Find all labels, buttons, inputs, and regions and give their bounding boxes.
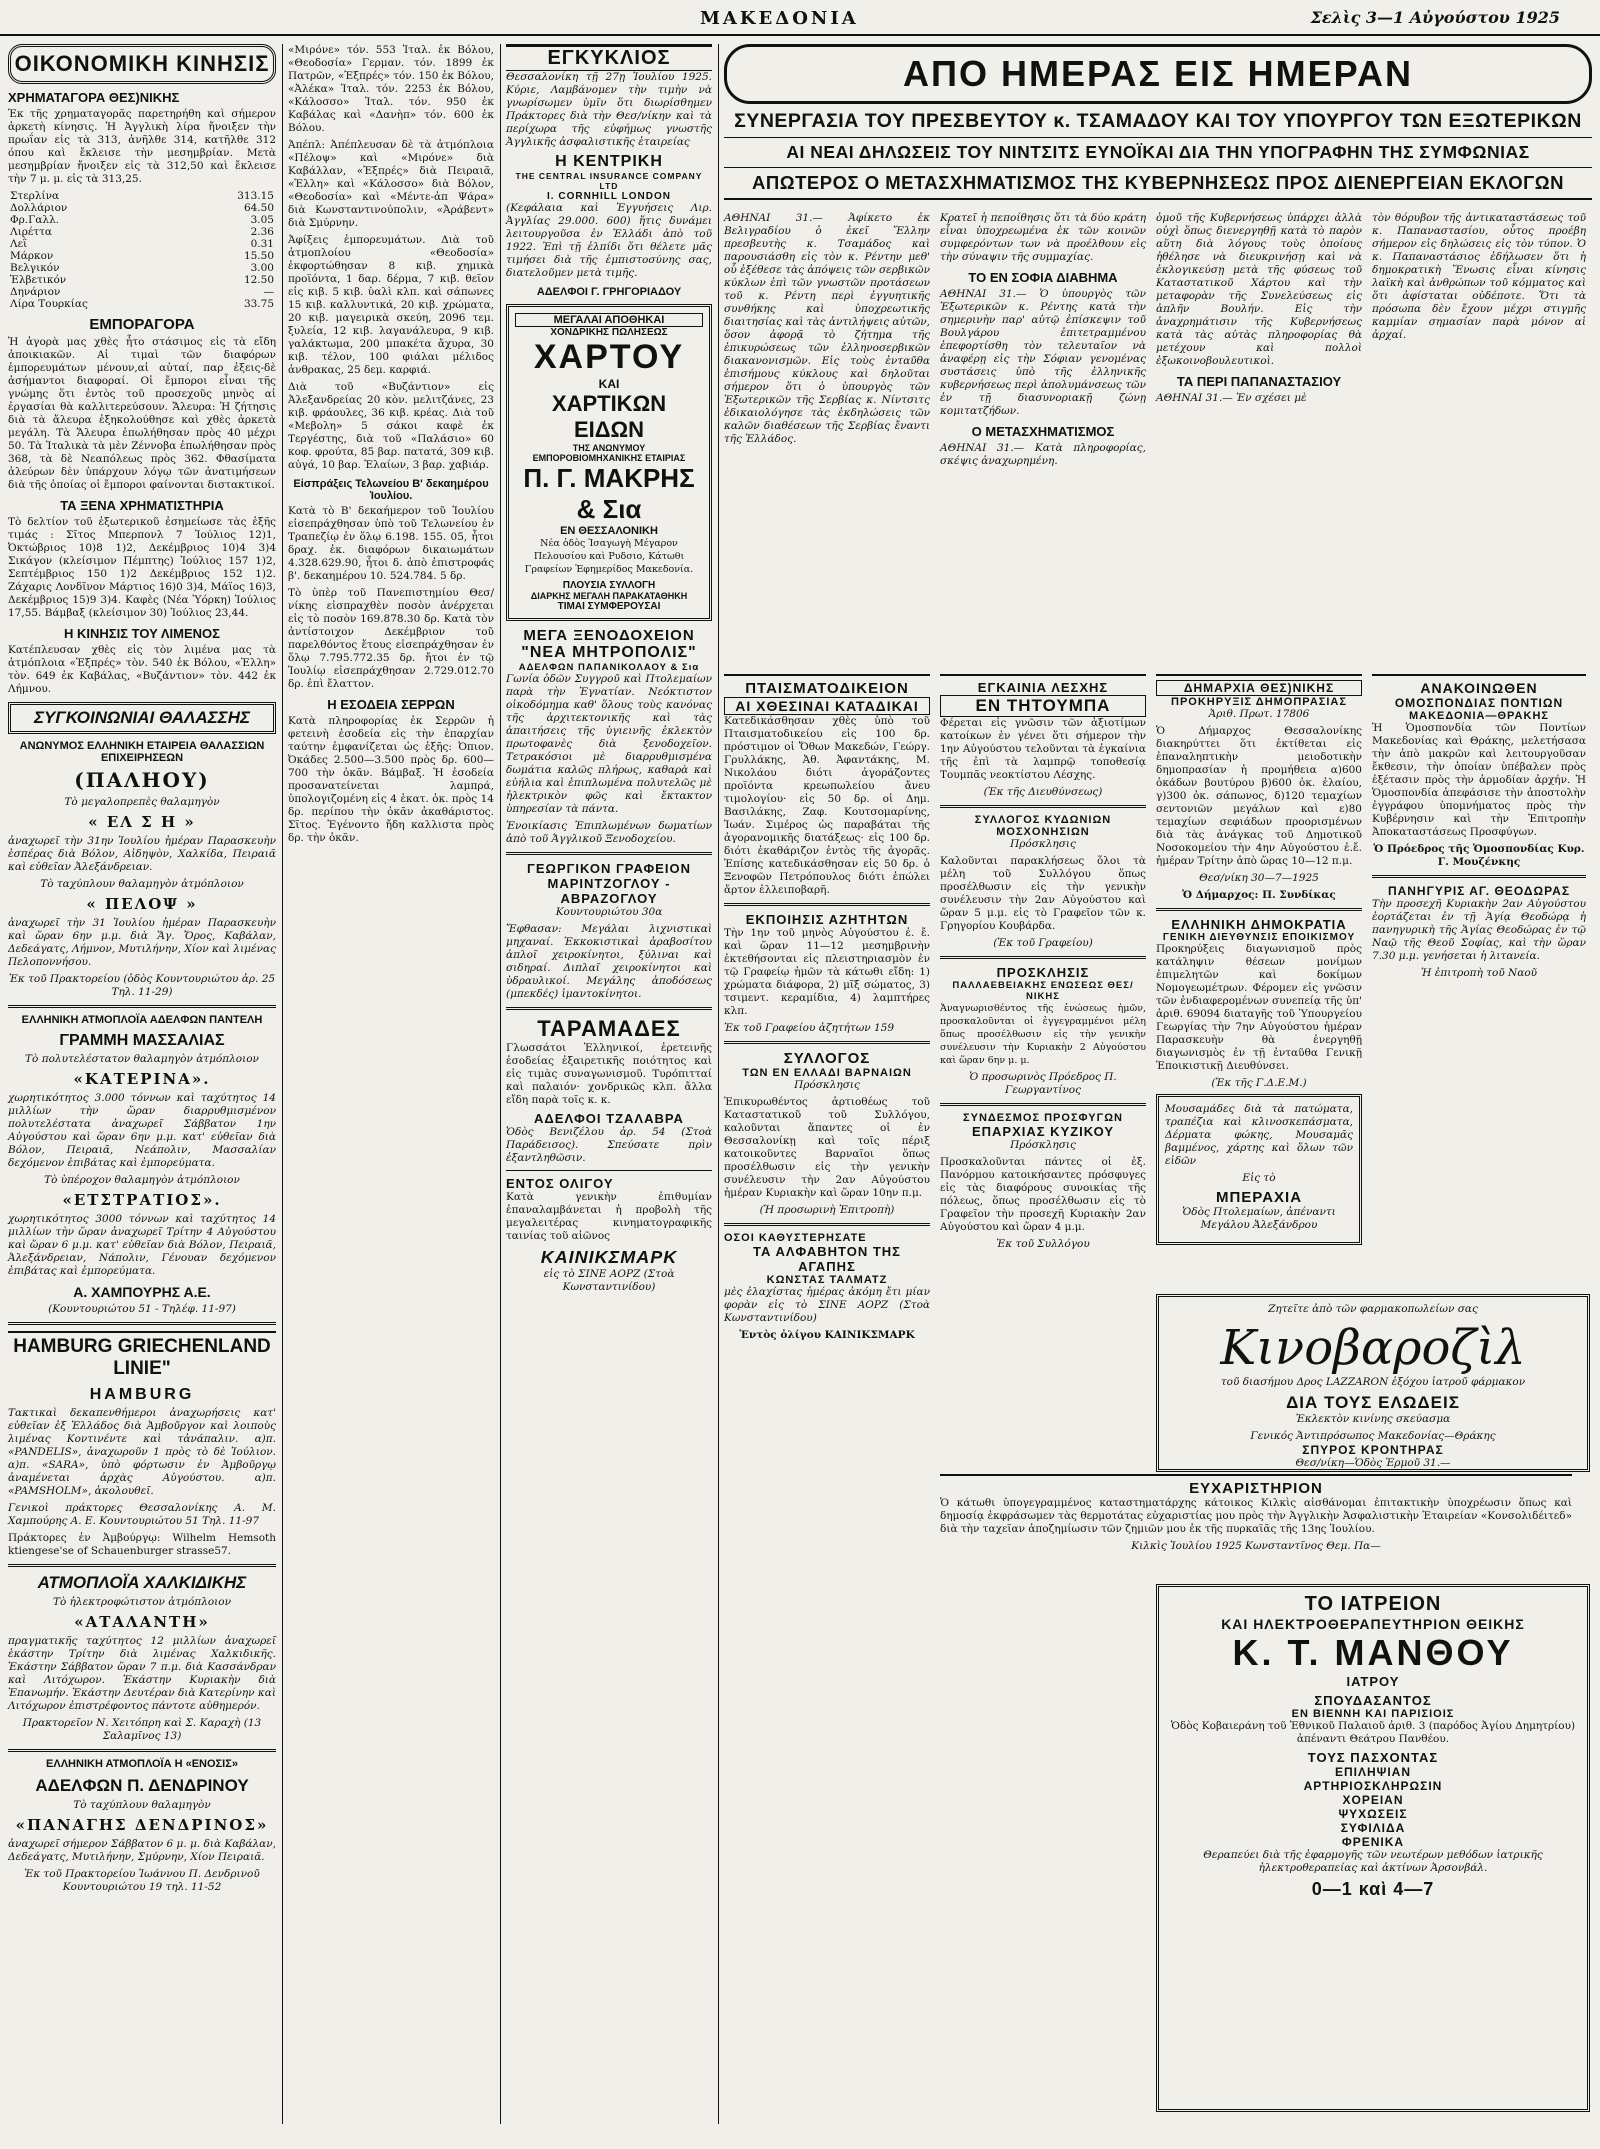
ad-panteli-addr: (Κουντουριώτου 51 - Τηλέφ. 11-97) xyxy=(48,1303,236,1315)
rate-row xyxy=(8,298,276,310)
doctor-condition: ΣΥΦΙΛΙΔΑ xyxy=(1340,1821,1406,1835)
rate-currency: Λεῒ xyxy=(10,238,28,250)
ad-palios-office: Ἐκ τοῦ Πρακτορείου (ὁδὸς Κουντουριώτου ἀρ. 25 Τηλ. 11-29) xyxy=(8,973,276,998)
ad-hamburg-bremen: Πράκτορες ἐν Ἀμβούργῳ: Wilhelm Hemsoth ktiengese'se of Schauenburger strasse57. xyxy=(8,1532,276,1557)
heading-police-court: ΠΤΑΙΣΜΑΤΟΔΙΚΕΙΟΝ xyxy=(745,680,909,697)
headline-3: ΑΠΩΤΕΡΟΣ Ο ΜΕΤΑΣΧΗΜΑΤΙΣΜΟΣ ΤΗΣ ΚΥΒΕΡΝΗΣΕΩΣ ΠΡΟΣ ΔΙΕΝΕΡΓΕΙΑΝ ΕΚΛΟΓΩΝ xyxy=(724,172,1592,200)
news-sub-sofia: ΤΟ ΕΝ ΣΟΦΙΑ ΔΙΑΒΗΜΑ xyxy=(968,270,1118,285)
column-rule xyxy=(282,44,283,2124)
text-university-fund: Τὸ ὑπὲρ τοῦ Πανεπιστημίου Θεσ/νίκης εἰσπραχθὲν ποσὸν ἀνέρχεται εἰς τὸ ποσὸν 169.878.30 δρ. Κατὰ τὸν ἀντίστοιχον Δεκέμβριον τοῦ παρελθόντος ἔτους εἰσεπράχθησαν ἐν ὅλῳ 7.795.772.35 δρ. ἤτοι ἐν τῷ Ἰουλίῳ εἰσεπράχθησαν 2.729.012.70 δρ. ἐπὶ ἔλαττον. xyxy=(288,587,494,690)
news-text-4: τὸν θόρυβον τῆς ἀντικαταστάσεως τοῦ κ. Παπαναστασίου, οὗτος προέβη σήμερον εἰς δηλώσεις εἰς τὸν τύπον. Ὁ κ. Παπαναστάσιος ἐδήλωσεν ὅτι ἡ δημοκρατικὴ Ἕνωσις εἶναι κίνησις λαϊκὴ καὶ ἀνθρώπων τοῦ κόμματος καὶ ὅτι ἀφίσταται οὐδέποτε. Ὅτι τὰ πρόσωπα δὲν ἔχουν μέχρι στιγμῆς καμμίαν σημασίαν παρὰ μόνον αἱ ἀρχαί. xyxy=(1372,212,1586,341)
kino-agent: ΣΠΥΡΟΣ ΚΡΟΝΤΗΡΑΣ xyxy=(1302,1443,1444,1457)
column-economy xyxy=(8,44,276,2134)
rate-value: 15.50 xyxy=(243,250,274,262)
ad-paper-city: ΕΝ ΘΕΣΣΑΛΟΝΙΚΗ xyxy=(560,525,658,537)
ad-hamburg-text: Τακτικαὶ δεκαπενθήμεροι ἀναχωρήσεις κατ' εὐθεῖαν ἐξ Ἑλλάδος διὰ Ἀμβοῦργον καὶ λοιποὺς λιμένας Κοντινέντε καὶ τἀνάπαλιν. α)π. «PANDELIS», ἀναχωροῦν 1 πρὸς τὸ δὲ Ἰούλιον. α)π. «SARA», ὑπὸ φόρτωσιν ἐν Ἀμβοῦργῳ ἀναμένεται ἀρχὰς Αὐγούστου. α)π. «PAMSHOLM», ἀκολουθεῖ. xyxy=(8,1407,276,1497)
rate-value: 0.31 xyxy=(250,238,274,250)
heading-invitation: ΠΡΟΣΚΛΗΣΙΣ xyxy=(996,965,1090,980)
divider xyxy=(8,1322,276,1325)
lower-col-d xyxy=(1372,674,1586,1296)
ad-paper-h1: ΧΑΡΤΟΥ xyxy=(533,338,685,376)
rate-value: 3.05 xyxy=(250,214,274,226)
ad-paper-s3: ΤΙΜΑΙ ΣΥΜΦΕΡΟΥΣΑΙ xyxy=(557,601,661,612)
text-customs: Κατὰ τὸ Β' δεκαήμερον τοῦ Ἰουλίου εἰσεπράχθησαν ὑπὸ τοῦ Τελωνείου ἐν Τραπεζίῳ ἐν ὅλῳ 6.198. 155. 05, ἦτοι δραχ. ἐκ. διαφόρων δικαιωμάτων 4.328.629.90, ἦτοι δ. ἀπὸ ἐπιστροφάς β'. δεκαημέρου 10. 524.784. 5 δρ. xyxy=(288,505,494,582)
divider xyxy=(724,1041,930,1044)
heading-money-market: ΧΡΗΜΑΤΑΓΟΡΑ ΘΕΣ)ΝΙΚΗΣ xyxy=(8,90,180,105)
heading-coming-soon: ΕΝΤΟΣ ΟΛΙΓΟΥ xyxy=(506,1176,614,1191)
ad-enosis-text2: ἀναχωρεῖ σήμερον Σάββατον 6 μ. μ. διὰ Καβάλαν, Δεδεάγατς, Μυτιλήνην, Σμύρνην, Χίον Πειραιᾶ. xyxy=(8,1838,276,1863)
main-news-area xyxy=(724,44,1592,2124)
ad-paper-addr: Νέα ὁδὸς Ἰσαγωγὴ Μέγαρον Πελουσίου καὶ Ρυδσιο, Κάτωθι Γραφείων Ἐφημερίδος Μακεδονία. xyxy=(524,538,694,575)
ad-palios-head: ΑΝΩΝΥΜΟΣ ΕΛΛΗΝΙΚΗ ΕΤΑΙΡΕΙΑ ΘΑΛΑΣΣΙΩΝ ΕΠΙΧΕΙΡΗΣΕΩΝ xyxy=(19,740,265,764)
doctor-name: Κ. Τ. ΜΑΝΘΟΥ xyxy=(1232,1632,1514,1673)
text-unclaimed: Τὴν 1ην τοῦ μηνὸς Αὐγούστου ἐ. ἔ. καὶ ὥραν 11—12 μεσημβρινὴν ἐκτεθήσονται εἰς πλειστηριασμὸν ἐν τῷ Γραφείῳ ἡμῶν τὰ κάτωθι εἴδη: 1) χρώματα διάφορα, 2) μῖξ σώματος, 3) τσιμεντ. κεραμίδια, 4) λαμπτήρες κλπ. xyxy=(724,927,930,1017)
ad-chalkidiki-ship: «ΑΤΑΛΑΝΤΗ» xyxy=(74,1613,210,1631)
text-kyzikos: Προσκαλοῦνται πάντες οἱ ἐξ. Πανόρμου κατοικήσαντες πρόσφυγες εἰς τὰς διαφόρους συνοικίας τῆς πόλεως, ὅπως προσέλθωσιν εἰς τὸ Γραφεῖον τὴν προσεχῆ Κυριακὴν 2αν Αὐγούστου καὶ ὥραν 4 μ.μ. xyxy=(940,1156,1146,1233)
sign-settlement: (Ἐκ τῆς Γ.Δ.Ε.Μ.) xyxy=(1211,1077,1307,1089)
text-circular-2: (Κεφάλαια καὶ Ἐγγυήσεις Λιρ. Ἀγγλίας 29.000. 600) ἥτις δυνάμει λειτουργοῦσα ἐν Ἑλλάδι ἀπὸ τοῦ 1922. Ἐπὶ τῇ ἐλπίδι ὅτι θέλετε μᾶς τιμήσει διὰ τῆς ἐμπιστοσύνης σας, διατελοῦμεν μετὰ τιμῆς. xyxy=(506,202,712,279)
sign-club-opening: (Ἐκ τῆς Διευθύνσεως) xyxy=(983,786,1103,798)
rate-value: 64.50 xyxy=(243,202,274,214)
sign-varna-club: (Ἡ προσωρινὴ Ἐπιτροπὴ) xyxy=(759,1204,895,1216)
ad-paper-warehouse xyxy=(506,304,712,621)
headline-1: ΣΥΝΕΡΓΑΣΙΑ ΤΟΥ ΠΡΕΣΒΕΥΤΟΥ κ. ΤΣΑΜΑΔΟΥ ΚΑΙ ΤΟΥ ΥΠΟΥΡΓΟΥ ΤΩΝ ΕΞΩΤΕΡΙΚΩΝ xyxy=(724,110,1592,138)
hotel-name: "ΝΕΑ ΜΗΤΡΟΠΟΛΙΣ" xyxy=(521,644,697,661)
text-hotel: Γωνία ὁδῶν Συγγροῦ καὶ Πτολεμαίων παρὰ τὴν Ἐγνατίαν. Νεόκτιστον οἰκοδόμημα καθ' ὅλους τοὺς κανόνας τῆς ἀρχιτεκτονικῆς καὶ τὰς ἀπαιτήσεις τῆς ὑγιεινῆς ἐκλεκτὸν πρωτοφανὲς διὰ ξενοδοχεῖον. Τετρακόσιοι μὲ διαρρυθμισμένα δωμάτια καλῶς πλήρως, καθαρὰ καὶ εὐήλια καὶ ἐπιπλωμένα πολυτελῶς μὲ ἠλεκτρικὸν φῶς καὶ ἔκτακτον ὑπηρεσίαν τὰ πάντα. xyxy=(506,673,712,815)
circular-sign: ΑΔΕΛΦΟΙ Γ. ΓΡΗΓΟΡΙΑΔΟΥ xyxy=(536,286,682,298)
rate-row xyxy=(8,214,276,226)
text-circular: Θεσσαλονίκη τῇ 27ῃ Ἰουλίου 1925. Κύριε, Λαμβάνομεν τὴν τιμὴν νὰ γνωρίσωμεν ὑμῖν ὅτι διωρίσθημεν Πράκτορες διὰ τὴν Θεσ/νίκην καὶ τὰ περίχωρα τῆς εὐφήμως γνωστῆς Ἀγγλικῆς ἀσφαλιστικῆς ἑταιρείας xyxy=(506,71,712,148)
text-police-court: Κατεδικάσθησαν χθὲς ὑπὸ τοῦ Πταισματοδικείου εἰς 100 δρ. πρόστιμον οἱ Ὄθων Μακεδών, Γεώργ. Γρυλλάκης, Ἀθ. Ἀφαντάκης, Μ. Νικολάου διότι ἀγοράζοντες προϊόντα κρεωπωλείου ἄνευ τιμολογίου· εἰς 50 δρ. οἱ Δημ. Βασιλάκης, Ζαφ. Κουτσομαρίνης, Ἰωάν. Σιμέρος ὡς παραβάται τῆς ἀγορανομικῆς διατάξεως· εἰς 100 δρ. διότι ἐκαθάριζον ἐντὸς τῆς ἀγορᾶς. Ἐπίσης κατεδικάσθησαν εἰς 50 δρ. ὁ Ξενοφῶν Πετρόπουλος διότι ἐπώλει ἄρτον ἐλλειποβαρῆ. xyxy=(724,715,930,896)
heading-emporagora: ΕΜΠΟΡΑΓΟΡΑ xyxy=(89,316,195,333)
rate-currency: Φρ.Γαλλ. xyxy=(10,214,60,226)
news-text-1: ΑΘΗΝΑΙ 31.— Ἀφίκετο ἐκ Βελιγραδίου ὁ ἐκεῖ Ἕλλην πρεσβευτὴς κ. Τσαμάδος καὶ παρουσιάσθη εἰς τὸν κ. Ρέντην μεθ' οὗ ἐξέθεσε τὰς ἀπόψεις τῶν σερβικῶν κύκλων ἐπὶ τῶν γνωστῶν προτάσεων τοῦ κ. Ρέντη περὶ ἐγγυητικῆς συνθήκης καὶ ὑποχρεωτικῆς διαιτησίας καὶ τὰς ἀντιλήψεις αὐτῶν, ὅσον ἀφορᾷ τὸ ζήτημα τῆς ἐπικυρώσεως τῶν ἑλληνοσερβικῶν διακανονισμῶν. Εἰς τοὺς ἐνταῦθα ἐπισήμους κύκλους καὶ δηλοῦται σήμερον ὅτι ὁ ὑπουργὸς τῶν Ἐξωτερικῶν τῆς Σερβίας κ. Νίντσιτς ἐδικαιολόγησε τὰς ἐκδηλώσεις τῶν καλῶν διαθέσεων τῆς Σερβίας ἔναντι τῆς Ἑλλάδος. xyxy=(724,212,931,445)
rate-currency: Δηνάριον xyxy=(10,286,61,298)
sign-kydonies: (Ἐκ τοῦ Γραφείου) xyxy=(993,937,1093,949)
heading-announcement: ΑΝΑΚΟΙΝΩΘΕΝ xyxy=(1420,680,1538,696)
text-municipality: Ὁ Δήμαρχος Θεσσαλονίκης διακηρύττει ὅτι ἐκτίθεται εἰς ἐπαναληπτικὴν μειοδοτικὴν δημοπρασίαν ἡ προμήθεια α)600 ὀκάδων βουτύρου β)600 ὀκ. ἐλαίου, γ)300 ὀκ. σάπωνος, δ)120 τεμαχίων σεντονιῶν μεγάλων καὶ ε)80 τεμαχίων σεφιάδων προορισμένων διὰ τὰς ἀνάγκας τοῦ Δημοτικοῦ Νοσοκομείου τὴν 4ην Αὐγούστου ἐ.ἔ. ἡμέραν Τρίτην ἀπὸ ὥρας 10—12 π.μ. xyxy=(1156,725,1362,867)
sign-unclaimed: Ἐκ τοῦ Γραφείου ἀζητήτων 159 xyxy=(724,1022,895,1034)
divider xyxy=(724,1223,930,1226)
film-alphabet-of-love: ΤΑ ΑΛΦΑΒΗΤΟΝ ΤΗΣ ΑΓΑΠΗΣ xyxy=(753,1244,901,1274)
doctor-hours: 0—1 καὶ 4—7 xyxy=(1311,1879,1435,1899)
sign-feast: Ἡ ἐπιτροπὴ τοῦ Ναοῦ xyxy=(1420,967,1538,979)
section-banner-shipping: ΣΥΓΚΟΙΝΩΝΙΑΙ ΘΑΛΑΣΣΗΣ xyxy=(8,702,276,734)
latecomers-foot: Ἐντὸς ὀλίγου ΚΑΙΝΙΚΣΜΑΡΚ xyxy=(739,1329,915,1341)
municipality-number: Ἀριθ. Πρωτ. 17806 xyxy=(1208,708,1310,720)
ad-palios-text2: ἀναχωρεῖ τὴν 31ην Ἰουλίου ἡμέραν Παρασκευὴν ἑσπέρας διὰ Βόλον, Αἰδηψὸν, Χαλκίδα, Πειραιᾶ καὶ εὐθεῖαν Ἀλεξάνδρειαν. xyxy=(8,835,276,873)
lower-col-b xyxy=(940,674,1146,1296)
circular-company-en: THE CENTRAL INSURANCE COMPANY LTD xyxy=(515,171,703,191)
ad-palios-text3: Τὸ ταχύπλουν θαλαμηγὸν ἀτμόπλοιον xyxy=(40,878,244,890)
text-club-opening: Φέρεται εἰς γνῶσιν τῶν ἀξιοτίμων κατοίκων ἐν γένει ὅτι σήμερον τὴν 1ην Αὐγούστου τελοῦνται τὰ ἐγκαίνια τῆς ἐπὶ τὰ λαμπρῷ τοποθεσίᾳ Τουμπᾶς νεοκτίστου Λέσχης. xyxy=(940,717,1146,781)
text-serres-harvest: Κατὰ πληροφορίας ἐκ Σερρῶν ἡ φετεινὴ ἐσοδεία εἰς τὴν ἐπαρχίαν ταύτην ἐμφανίζεται ὡς ἑξῆς: Ὀπιον. Ὀκάδες 2.500—3.500 πρὸς δρ. 600—700 τὴν ὀκᾶν. Βάμβαξ. Ἡ ἐσοδεία προσανατείνεται λαμπρά, ὑπολογιζομένη εἰς 4 ἑκατ. ὀκ. πρὸς 14 δρ. περίπου τὴν ὀκᾶν ἀκαθάριστος. Σῖτος. Ἐγένοντο ἤδη καλλιστα πρὸς δρ. τὴν ὀκᾶν. xyxy=(288,715,494,844)
ad-paper-s2: ΔΙΑΡΚΗΣ ΜΕΓΑΛΗ ΠΑΡΑΚΑΤΑΘΗΚΗ xyxy=(530,591,688,601)
ad-paper-top: ΜΕΓΑΛΑΙ ΑΠΟΘΗΚΑΙ xyxy=(515,313,703,327)
doctor-studied: ΣΠΟΥΔΑΣΑΝΤΟΣ xyxy=(1314,1693,1432,1708)
ad-chalkidiki-head: ΑΤΜΟΠΛΟΪΑ ΧΑΛΚΙΔΙΚΗΣ xyxy=(37,1573,247,1592)
ad-chalkidiki-text1: Τὸ ἠλεκτροφώτιστον ἀτμόπλοιον xyxy=(52,1596,232,1608)
sub-invitation: ΠΑΛΛΑΕΒΕΙΑΚΗΣ ΕΝΩΣΕΩΣ ΘΕΣ/ΝΙΚΗΣ xyxy=(952,980,1134,1002)
news-text-2b: ΑΘΗΝΑΙ 31.— Ὁ ὑπουργὸς τῶν Ἐξωτερικῶν κ. Ρέντης κατὰ τὴν σημερινὴν παρ' αὐτῷ ἐπίσκεψιν τοῦ Βουλγάρου ἐπιτετραμμένου ἐπεφορτίσθη τὸν τελευταῖον νὰ ἀναφέρῃ εἰς τὴν Σόφιαν γενομένας συστάσεις ὑπὸ τῆς ἑλληνικῆς κυβερνήσεως περὶ ἀπολυμάνσεως τῶν ἐν τῇ διασυνοριακῇ ζώνῃ κομιτατζήδων. xyxy=(940,288,1146,417)
ad-panteli-text3: Τὸ ὑπέροχον θαλαμηγὸν ἀτμόπλοιον xyxy=(44,1174,240,1186)
text-goods-arrivals: Ἀφίξεις ἐμπορευμάτων. Διὰ τοῦ ἀτμοπλοίου «Θεοδοσία» ἐκφορτώθησαν 8 κιβ. χημικὰ προϊόντα, 1 δαρ. δέρμα, 7 κιβ. θεῖον εἰς κιβ. 5 κιβ. ὑαλὶ κλπ. καὶ σάπωνες 15 κιβ. καλλυντικά, 20 κιβ. χρώματα, 20 κιβ. μαγειρικὰ σκεύη, 2096 τεμ. ξυλεία, 12 κιβ. λαγανάλευρα, 9 κιβ. γαλάκτωμα, 200 μπακέτα ἄχυρα, 30 κιβ. τέλον, 100 φιάλαι μέλιδος ἀνθρακας, 25 δεμ. καρφιά. xyxy=(288,234,494,376)
sub-macedonia-thrace: ΜΑΚΕΔΟΝΙΑ—ΘΡΑΚΗΣ xyxy=(1408,710,1549,722)
doctor-condition: ΧΟΡΕΙΑΝ xyxy=(1342,1793,1404,1807)
divider xyxy=(1156,908,1362,911)
kino-intro: Ζητεῖτε ἀπὸ τῶν φαρμακοπωλείων σας xyxy=(1268,1303,1478,1315)
heading-kyzikos: ΣΥΝΔΕΣΜΟΣ ΠΡΟΣΦΥΓΩΝ xyxy=(963,1112,1123,1124)
news-col-4 xyxy=(1372,212,1586,672)
text-thanks: Ὁ κάτωθι ὑπογεγραμμένος καταστηματάρχης κάτοικος Κιλκὶς αἰσθάνομαι ἐπιτακτικὴν ὑποχρέωσιν ὅπως καὶ δημοσίᾳ ἐκφράσωμεν τὰς θερμοτάτας εὐχαριστίας μου πρὸς τὴν Ἀγγλικὴν Ἀσφαλιστικὴν Ἑταιρείαν «Κονσολιδέιτεδ» διὰ τὴν ταχεῖαν ἀποζημίωσιν τῶν ζημιῶν μου ἐκ τῆς πυρκαϊᾶς τῆς 13ης Ἰουλίου. xyxy=(940,1497,1572,1535)
doctor-list-head: ΤΟΥΣ ΠΑΣΧΟΝΤΑΣ xyxy=(1307,1750,1439,1765)
rate-value: 33.75 xyxy=(243,298,274,310)
rate-value: 3.00 xyxy=(250,262,274,274)
heading-varna-club: ΣΥΛΛΟΓΟΣ xyxy=(783,1050,871,1067)
ad-panteli-text2: χωρητικότητος 3.000 τόννων καὶ ταχύτητος 14 μιλλίων τὴν ὥραν διαρρυθμισμένον πολυτελέστατα ἀναχωρεῖ Σάββατον 1ην Αὐγούστου καὶ ὥραν 6ην μ.μ. κατ' εὐθεῖαν διὰ Βόλον, Πειραιᾶ, Νεάπολιν, Μασσαλίαν δεχόμενον ἐπιβάτας καὶ ἐμπορεύματα. xyxy=(8,1092,276,1169)
sign-invitation: Ὁ προσωρινὸς Πρόεδρος Π. Γεωργαντίνος xyxy=(969,1071,1117,1096)
rate-row xyxy=(8,262,276,274)
news-col-3 xyxy=(1156,212,1362,672)
municipality-sign: Ὁ Δήμαρχος: Π. Συνδίκας xyxy=(1182,889,1336,901)
text-ships-arrived: «Μιρόνε» τόν. 553 Ἰταλ. ἐκ Βόλου, «Θεοδοσία» Γερμαν. τόν. 1899 ἐκ Πατρῶν, «Ἐξπρές» τόν. 150 ἐκ Βόλου, «Ἀλέκα» Ἰταλ. τόν. 2253 ἐκ Βόλου, «Κάλοσσο» Ἰταλ. τόν. 950 ἐκ Καβάλας καὶ «Δανὴπ» τόν. 600 ἐκ Βόλου. xyxy=(288,44,495,134)
sign-announcement: Ὁ Πρόεδρος τῆς Ὁμοσπονδίας Κυρ. Γ. Μουζένκης xyxy=(1373,843,1585,868)
ad-palios-text1: Τὸ μεγαλοπρεπὲς θαλαμηγὸν xyxy=(64,796,220,808)
doctor-addr: Ὁδὸς Κοβαιεράνη τοῦ Ἐθνικοῦ Παλαιοῦ ἀριθ. 3 (παρόδος Ἀγίου Δημητρίου) ἀπέναντι Θεάτρου Πανθέου. xyxy=(1170,1720,1576,1745)
ad-enosis-sub: ΑΔΕΛΦΩΝ Π. ΔΕΝΔΡΙΝΟΥ xyxy=(35,1776,249,1795)
ad-oilcloth-label: Εἰς τὸ xyxy=(1242,1172,1276,1184)
sub-settlement: ΓΕΝΙΚΗ ΔΙΕΥΘΥΝΣΙΣ ΕΠΟΙΚΙΣΜΟΥ xyxy=(1162,932,1356,943)
rate-currency: Μάρκον xyxy=(10,250,54,262)
masthead xyxy=(0,6,1600,36)
column-notices xyxy=(506,44,712,1293)
kino-addr: Θεσ/νίκη—Ὁδὸς Ἑρμοῦ 31.— xyxy=(1295,1457,1451,1469)
doctor-clinic-sub: ΚΑΙ ΗΛΕΚΤΡΟΘΕΡΑΠΕΥΤΗΡΙΟΝ ΘΕΙΚΗΣ xyxy=(1221,1616,1525,1632)
rate-currency: Βελγικόν xyxy=(10,262,60,274)
sub-club-opening: ΕΝ ΤΗΤΟΥΜΠΑ xyxy=(940,695,1146,717)
doctor-title: ΙΑΤΡΟΥ xyxy=(1346,1674,1400,1689)
ad-palios-ship1: « ΕΛ Σ Η » xyxy=(88,813,196,831)
divider xyxy=(940,1103,1146,1106)
kino-text: τοῦ διασήμου Δρος LAZZARON ἐξόχου ἰατροῦ φάρμακον xyxy=(1220,1376,1526,1388)
heading-hellenic-republic: ΕΛΛΗΝΙΚΗ ΔΗΜΟΚΡΑΤΙΑ xyxy=(1171,917,1347,932)
heading-thanks: ΕΥΧΑΡΙΣΤΗΡΙΟΝ xyxy=(1189,1480,1323,1497)
rate-value: 2.36 xyxy=(250,226,274,238)
divider xyxy=(8,1005,276,1008)
heading-foreign-markets: ΤΑ ΞΕΝΑ ΧΡΗΜΑΤΙΣΤΗΡΙΑ xyxy=(60,498,224,513)
headline-2: ΑΙ ΝΕΑΙ ΔΗΛΩΣΕΙΣ ΤΟΥ ΝΙΝΤΣΙΤΣ ΕΥΝΟΪΚΑΙ ΔΙΑ ΤΗΝ ΥΠΟΓΡΑΦΗΝ ΤΗΣ ΣΥΜΦΩΝΙΑΣ xyxy=(724,142,1592,168)
film-cinema: εἰς τὸ ΣΙΝΕ ΑΟΡΖ (Στοὰ Κωνσταντινίδου) xyxy=(543,1268,675,1293)
kino-name: Κινοβαροζὶλ xyxy=(1220,1320,1526,1376)
text-agri-office: Ἔφθασαν: Μεγάλαι λιχνιστικαὶ μηχαναί. Ἐκκοκιστικαὶ ἀραβοσίτου ἀπλοῖ χειροκίνητοι, ξύλιναι καὶ σιδηραί. Διπλαῖ χειροκίνητοι καὶ ὑδραυλικοί. Μεγάλης ἀποδόσεως (μπεκδές) ἱμαντοκίνητοι. xyxy=(506,923,712,1000)
news-text-2a: Κρατεῖ ἡ πεποίθησις ὅτι τὰ δύο κράτη εἶναι ὑποχρεωμένα ἐκ τῶν κοινῶν συμφερόντων των νὰ προέλθουν εἰς τὴν σύναψιν τῆς συμμαχίας. xyxy=(940,212,1146,263)
ad-panteli-head: ΕΛΛΗΝΙΚΗ ΑΤΜΟΠΛΟΪΑ ΑΔΕΛΦΩΝ ΠΑΝΤΕΛΗ xyxy=(21,1014,263,1026)
lower-col-a xyxy=(724,674,930,2106)
ad-palios-ship2: « ΠΕΛΟΨ » xyxy=(86,895,198,913)
ad-oilcloth-addr: Ὁδὸς Πτολεμαίων, ἀπέναντι Μεγάλου Ἀλεξάνδρου xyxy=(1182,1206,1336,1231)
ad-paper-kai: ΚΑΙ xyxy=(598,377,620,391)
column-rule xyxy=(500,44,501,2124)
rate-row xyxy=(8,226,276,238)
film-actor: ΚΩΝΣΤΑΣ ΤΑΛΜΑΤΖ xyxy=(766,1274,888,1286)
news-col-1 xyxy=(724,212,930,672)
masthead-title: ΜΑΚΕΔΟΝΙΑ xyxy=(700,8,859,29)
ad-paper-name: Π. Γ. ΜΑΚΡΗΣ & Σια xyxy=(523,463,695,524)
ad-chalkidiki-agents: Πρακτορεῖον Ν. Χειτόπρη καὶ Σ. Καραχὴ (13 Σαλαμῖνος 13) xyxy=(22,1717,262,1742)
ad-paper-s1: ΠΛΟΥΣΙΑ ΣΥΛΛΟΓΗ xyxy=(562,580,656,591)
doctor-text: Θεραπεύει διὰ τῆς ἐφαρμογῆς τῶν νεωτέρων μεθόδων ἰατρικῆς ἠλεκτροθεραπείας καὶ ἀκτίνων Ἀρσονβάλ. xyxy=(1203,1849,1543,1874)
news-sub-reshuffle: Ο ΜΕΤΑΣΧΗΜΑΤΙΣΜΟΣ xyxy=(971,424,1115,439)
heading-feast: ΠΑΝΗΓΥΡΙΣ ΑΓ. ΘΕΟΔΩΡΑΣ xyxy=(1387,884,1571,898)
divider xyxy=(8,1749,276,1752)
divider xyxy=(940,956,1146,959)
municipality-date: Θεσ/νίκη 30—7—1925 xyxy=(1199,872,1319,884)
text-varna-club: Ἐπικυρωθέντος ἀρτιοθέως τοῦ Καταστατικοῦ τοῦ Συλλόγου, καλοῦνται ἅπαντες οἱ ἐν Θεσσαλονίκῃ καὶ τοῖς πέριξ κατοικοῦντες Βαρναῖοι ὅπως προσέλθωσιν εἰς τὴν γενικὴν συνέλευσιν τὴν 2αν Αὐγούστου ἡμέραν Κυριακὴν καὶ ὥραν 10ην π.μ. xyxy=(724,1096,930,1199)
ad-enosis-office: Ἐκ τοῦ Πρακτορείου Ἰωάννου Π. Δενδρινοῦ Κουντουριώτου 19 τηλ. 11-52 xyxy=(24,1868,260,1893)
text-hotel-foot: Ἐνοικίασις Ἐπιπλωμένων δωματίων ἀπὸ τοῦ Ἀγγλικοῦ Ξενοδοχείου. xyxy=(506,820,712,845)
main-banner: ΑΠΟ ΗΜΕΡΑΣ ΕΙΣ ΗΜΕΡΑΝ xyxy=(724,44,1592,104)
rate-currency: Στερλίνα xyxy=(10,190,60,202)
news-text-3: ὁμοῦ τῆς Κυβερνήσεως ὑπάρχει ἀλλὰ οὐχὶ ὅπως διενεργηθῇ κατὰ τὸ παρὸν αὕτη διὰ λόγους τοὺς ὁποίους ἠθέλησε νὰ διευκρινήσῃ καὶ νὰ ἐκλογικεύσῃ μετὰ τῆς φύσεως τοῦ Καταστατικοῦ Χάρτου καὶ τὴν μεταφορὰν τῆς Συνελεύσεως εἰς ἀπλῆν Βουλήν. Εἰς τὴν ἀναχρημάτισιν τῆς Κυβερνήσεως κατὰ τὰς αὐτὰς πληροφορίας θὰ μετέχουν καὶ πολλοὶ ἐξωκοινοβουλευτικοὶ. xyxy=(1156,212,1362,367)
circular-company-addr: I. CORNHILL LONDON xyxy=(547,191,671,202)
heading-agri-office: ΓΕΩΡΓΙΚΟΝ ΓΡΑΦΕΙΟΝ xyxy=(527,861,691,876)
ad-palios-name: (ΠΑΛΗΟΥ) xyxy=(74,768,210,792)
column-rule xyxy=(718,44,719,2124)
heading-port-movement: Η ΚΙΝΗΣΙΣ ΤΟΥ ΛΙΜΕΝΟΣ xyxy=(64,626,220,641)
divider xyxy=(1372,875,1586,878)
rate-value: — xyxy=(263,286,274,298)
ad-kinovarozil xyxy=(1156,1294,1590,1472)
ad-paper-h2: ΧΑΡΤΙΚΩΝ ΕΙΔΩΝ xyxy=(551,391,667,442)
rate-currency: Ἑλβετικόν xyxy=(10,274,67,286)
heading-circular: ΕΓΚΥΚΛΙΟΣ xyxy=(506,44,712,71)
doctor-condition: ΨΥΧΩΣΕΙΣ xyxy=(1338,1807,1408,1821)
column-economy-cont xyxy=(288,44,494,1044)
doctor-clinic: ΤΟ ΙΑΤΡΕΙΟΝ xyxy=(1304,1593,1442,1615)
ad-chalkidiki-text2: πραγματικῆς ταχύτητος 12 μιλλίων ἀναχωρεῖ ἑκάστην Τρίτην διὰ λιμένας Χαλκιδικῆς. Ἑκάστην Σάββατον ὥραν 7 π.μ. διὰ Κασσάνδραν καὶ Λιτόχωρον. Ἑκάστην Κυριακὴν διὰ Ἐπανωμήν. Ἑκάστην Δευτέραν διὰ Κατερίνην καὶ Λιτόχωρον ἐπιστρέφοντος πάντοτε αὐθημερόν. xyxy=(8,1635,276,1712)
sign-thanks: Κιλκὶς Ἰουλίου 1925 Κωνσταντῖνος Θεμ. Πα— xyxy=(1131,1540,1381,1552)
rate-row xyxy=(8,274,276,286)
doctor-condition: ΦΡΕΝΙΚΑ xyxy=(1341,1835,1405,1849)
ad-hamburg-head: HAMBURG GRIECHENLAND LINIE" xyxy=(8,1331,276,1380)
heading-unclaimed: ΕΚΠΟΙΗΣΙΣ ΑΖΗΤΗΤΩΝ xyxy=(745,912,909,927)
heading-taramades: ΤΑΡΑΜΑΔΕΣ xyxy=(537,1016,681,1041)
ad-doctor xyxy=(1156,1584,1590,2112)
ad-oilcloth-text: Μουσαμάδες διὰ τὰ πατώματα, τραπέζια καὶ κλινοσκεπάσματα, Δέρματα φώκης, Μουσαμᾶς βαμμένος, χάρτης καὶ ὅλων τῶν εἰδῶν xyxy=(1165,1103,1353,1167)
masthead-date: Σελὶς 3—1 Αὐγούστου 1925 xyxy=(1310,8,1560,27)
ad-oilcloth xyxy=(1156,1094,1362,1245)
film-title: ΚΑΙΝΙΚΣΜΑΡΚ xyxy=(540,1247,678,1267)
text-invitation: Ἀναγνωρισθέντος τῆς ἑνώσεως ἡμῶν, προσκαλοῦνται οἱ ἐγγεγραμμένοι μέλη ὅπως προσέλθωσιν εἰς τὴν γενικὴν συνέλευσιν τὴν Κυριακὴν 2 Αὐγούστου καὶ ὥραν 6ην μ. μ. xyxy=(940,1003,1146,1066)
rate-value: 313.15 xyxy=(237,190,274,202)
rate-currency: Λίρα Τουρκίας xyxy=(10,298,88,310)
divider xyxy=(506,1007,712,1010)
ad-enosis-text1: Τὸ ταχύπλουν θαλαμηγὸν xyxy=(73,1799,211,1811)
ad-panteli-ship1: «ΚΑΤΕΡΙΝΑ». xyxy=(73,1070,211,1088)
invite-kydonies: Πρόσκλησις xyxy=(1010,838,1076,850)
divider xyxy=(506,852,712,855)
ad-paper-t2: ΕΜΠΟΡΟΒΙΟΜΗΧΑΝΙΚΗΣ ΕΤΑΙΡΙΑΣ xyxy=(532,453,686,463)
taramades-owner: ΑΔΕΛΦΟΙ ΤΖΑΛΑΒΡΑ xyxy=(534,1111,684,1126)
lower-col-c xyxy=(1156,674,1362,1296)
news-sub-papanastasiou: ΤΑ ΠΕΡΙ ΠΑΠΑΝΑΣΤΑΣΙΟΥ xyxy=(1176,374,1342,389)
invite-kyzikos: Πρόσκλησις xyxy=(1010,1139,1076,1151)
rate-row xyxy=(8,190,276,202)
heading-municipality: ΔΗΜΑΡΧΙΑ ΘΕΣ)ΝΙΚΗΣ xyxy=(1156,680,1362,696)
exchange-rates-table xyxy=(8,190,276,310)
doctor-condition: ΕΠΙΛΗΨΙΑΝ xyxy=(1334,1765,1412,1779)
sub-varna-club: ΤΩΝ ΕΝ ΕΛΛΑΔΙ ΒΑΡΝΑΙΩΝ xyxy=(742,1067,912,1079)
ad-enosis-head: ΕΛΛΗΝΙΚΗ ΑΤΜΟΠΛΟΪΑ Η «ΕΝΟΣΙΣ» xyxy=(46,1758,238,1770)
heading-kydonies: ΣΥΛΛΟΓΟΣ ΚΥΔΩΝΙΩΝ ΜΟΣΧΟΝΗΣΙΩΝ xyxy=(974,814,1112,838)
kino-slogan2: Ἐκλεκτὸν κινίνης σκεύασμα xyxy=(1295,1413,1451,1425)
text-taramades: Γλωσσάτοι Ἑλληνικοί, ἐρετεινῆς ἐσοδείας ἐξαιρετικῆς ποιότητος καὶ εἰς τιμὰς συναγωνισμοῦ. Τυρόπιτταί καὶ παλαιόν· χονδρικῶς κλπ. ἄλλα εἴδη παρὰ τοῖς κ. κ. xyxy=(506,1042,712,1106)
text-ships-departed: Ἀπέπλ: Ἀπέπλευσαν δὲ τὰ ἀτμόπλοια «Πέλοψ» καὶ «Μιρόνε» διὰ Καβάλλαν, «Ἐξπρές» διὰ Πειραιᾶ, «Ἑλλη» καὶ «Κάλοσσο» διὰ Βόλον, «Θεοδοσία» καὶ «Μέντε-ἀπ Ψάρα» διὰ Κωνσταντινούπολιν, «Ἀράβεντ» διὰ Σμύρνην. xyxy=(288,139,494,229)
ad-panteli-text1: Τὸ πολυτελέστατον θαλαμηγὸν ἀτμόπλοιον xyxy=(25,1053,259,1065)
doctor-studied-where: ΕΝ ΒΙΕΝΝΗ ΚΑΙ ΠΑΡΙΣΙΟΙΣ xyxy=(1291,1708,1455,1720)
ad-oilcloth-shop: ΜΠΕΡΑΧΙΑ xyxy=(1215,1189,1303,1206)
heading-customs: Εἰσπράξεις Τελωνείου Β' δεκαημέρου Ἰουλίου. xyxy=(293,478,489,502)
thanks-notice xyxy=(940,1474,1572,1576)
agri-office-name: ΜΑΡΙΝΤΖΟΓΛΟΥ - ΑΒΡΑΖΟΓΛΟΥ xyxy=(547,876,671,906)
text-port-movement: Κατέπλευσαν χθὲς εἰς τὸν λιμένα μας τὰ ἀτμόπλοια «Ἐξπρές» τὸν. 540 ἐκ Βόλου, «Ἑλλη» τὸν. 649 ἐκ Καβάλας, «Βυζάντιον» τὸν. 442 ἐκ Λήμνου. xyxy=(8,644,276,695)
rate-row xyxy=(8,202,276,214)
section-banner-economy: ΟΙΚΟΝΟΜΙΚΗ ΚΙΝΗΣΙΣ xyxy=(8,44,276,84)
rate-currency: Δολλάριον xyxy=(10,202,68,214)
rate-currency: Λιρέττα xyxy=(10,226,53,238)
news-text-3b: ΑΘΗΝΑΙ 31.— Ἐν σχέσει μὲ xyxy=(1156,392,1307,404)
divider xyxy=(724,903,930,906)
sub-municipality: ΠΡΟΚΗΡΥΞΙΣ ΔΗΜΟΠΡΑΣΙΑΣ xyxy=(1171,696,1347,708)
divider xyxy=(506,1170,712,1171)
rate-row xyxy=(8,286,276,298)
sub-pontians: ΟΜΟΣΠΟΝΔΙΑΣ ΠΟΝΤΙΩΝ xyxy=(1394,696,1564,710)
invite-varna-club: Πρόσκλησις xyxy=(794,1079,860,1091)
divider xyxy=(8,1564,276,1567)
ad-enosis-ship: «ΠΑΝΑΓΗΣ ΔΕΝΔΡΙΝΟΣ» xyxy=(15,1816,269,1834)
ad-paper-sub: ΧΟΝΔΡΙΚΗΣ ΠΩΛΗΣΕΩΣ xyxy=(550,327,668,338)
heading-hotel: ΜΕΓΑ ΞΕΝΟΔΟΧΕΙΟΝ xyxy=(523,627,695,644)
kino-agents: Γενικός Ἀντιπρόσωπος Μακεδονίας—Θράκης xyxy=(1250,1430,1496,1442)
heading-club-opening: ΕΓΚΑΙΝΙΑ ΛΕΣΧΗΣ xyxy=(977,680,1109,695)
rate-row xyxy=(8,250,276,262)
agri-office-addr: Κουντουριώτου 30α xyxy=(555,906,663,918)
rate-row xyxy=(8,238,276,250)
divider xyxy=(940,805,1146,808)
heading-latecomers: ΟΣΟΙ ΚΑΘΥΣΤΕΡΗΣΑΤΕ xyxy=(724,1232,867,1244)
sub-police-court: ΑΙ ΧΘΕΣΙΝΑΙ ΚΑΤΑΔΙΚΑΙ xyxy=(724,697,930,715)
text-announcement: Ἡ Ὁμοσπονδία τῶν Ποντίων Μακεδονίας καὶ Θράκης, μελετήσασα τὴν ἀπὸ μακρῶν καὶ λειτουργοῦσαν ἔκθεσιν, τὴν ὁποίαν ὑπέβαλεν πρὸς ἐξέτασιν πρὸς τὴν ἀρμοδίαν ἀρχήν. Ἡ Ὁμοσπονδία ἀπεφάσισε τὴν ἀποστολὴν ἐγγράφου ὑπομνήματος πρὸς τὴν Κυβέρνησιν καὶ τὴν Ἐπιτροπὴν Ἀποκαταστάσεως Προσφύγων. xyxy=(1372,722,1586,838)
text-foreign-markets: Τὸ δελτίον τοῦ ἐξωτερικοῦ ἐσημείωσε τὰς ἑξῆς τιμάς : Σῖτος Μπερπονλ 7 Ἰούλιος 12)1, Ὀκτώβριος 10)8 1)2, Δεκέμβριος 10)4 3)4 Σικάγον (κλείσιμον Πέμπτης) Ἰούλιος 157 1)2, Σεπτέμβριος 150 1)2 Δεκέμβριος 152 1)2. Ζάχαρις Λονδῖνον Μάρτιος 16)0 3)4, Μάϊος 16)3, Δεκέμβριος 15)9 3)4. Καφὲς (Νέα Ὑόρκη) Ἰούλιος 17,55. Βάμβαξ (κλείσιμον 30) Ἰούλιος 23,44. xyxy=(8,516,276,619)
text-emporagora: Ἡ ἀγορὰ μας χθὲς ἦτο στάσιμος εἰς τὰ εἴδη ἀποικιακῶν. Αἱ τιμαὶ τῶν διαφόρων ἐμπορευμάτων μένουν,αἱ αὐταί, παρ ἐξεις-δὲ ἀσήμαντοι διαφοραί. Οἱ ἔμποροι εἶναι τῆς γνώμης ὅτι ἐντὸς τοῦ προσεχοῦς μηνὸς αἱ ἐργασίαι θὰ καλλιτερεύσουν. Ἄλευρα: Ἡ ζήτησις διὰ τὰ ἄλευρα ἐξηκολούθησε καὶ χθὲς ἀρκετὰ μεγάλη. Τὰ Ἄλευρα ἐπωλήθησαν πρὸς 40 μέχρι 50. Τὰ Ἰταλικὰ τὰ μὲν Ζέννοβα ἐπωλήθησαν πρὸς 368, τὰ δὲ Νεαπόλεως πρὸς 362. Φθασίματα ἀλεύρων δὲν ὑπάρχουν λόγῳ τῶν ἀνατιμήσεων διὰ τῆς ὁποίας οἱ ἔμποροι φαίνονται διστακτικοί. xyxy=(8,336,276,491)
circular-company: Η ΚΕΝΤΡΙΚΗ xyxy=(555,153,663,170)
rate-value: 12.50 xyxy=(243,274,274,286)
text-settlement: Προκηρύξεις διαγωνισμοῦ πρὸς κατάληψιν θέσεων μονίμων ἐπιμελητῶν καὶ δοκίμων Νομογεωμέτρων. Φέρομεν εἰς γνῶσιν τῶν ἐνδιαφερομένων συνεπείᾳ τῆς ὑπ' ἀριθ. 69094 διαταγῆς τοῦ Ὑπουργείου Γεωργίας τὴν 7ην Αὐγούστου ἡμέραν Παρασκευὴν θὰ ἐνεργηθῇ διαγωνισμὸς ἐν τῇ ἐνταῦθα Γενικῇ Ἐποικιστικῇ Διευθύνσει. xyxy=(1156,943,1362,1072)
ad-hamburg-sub: HAMBURG xyxy=(89,1386,195,1403)
ad-panteli-sub: ΓΡΑΜΜΗ ΜΑΣΣΑΛΙΑΣ xyxy=(59,1032,225,1049)
sub-kyzikos: ΕΠΑΡΧΙΑΣ ΚΥΖΙΚΟΥ xyxy=(971,1124,1115,1139)
ad-hamburg-agents: Γενικοὶ πράκτορες Θεσσαλονίκης Α. Μ. Χαμπούρης Α. Ε. Κουντουριώτου 51 Τηλ. 11-97 xyxy=(8,1502,276,1527)
heading-serres-harvest: Η ΕΣΟΔΕΙΑ ΣΕΡΡΩΝ xyxy=(327,697,455,712)
ad-panteli-ship2: «ΕΤΣΤΡΑΤΙΟΣ». xyxy=(62,1191,222,1209)
ad-panteli-text4: χωρητικότητος 3000 τόννων καὶ ταχύτητος 14 μιλλίων τὴν ὥραν ἀναχωρεῖ Τρίτην 4 Αὐγούστου καὶ ὥραν 6 μ.μ. κατ' εὐθεῖαν διὰ Βόλον, Πειραιᾶ, Ἀλεξάνδρειαν, Νάπολιν, Γένουαν δεχόμενον ἐπιβάτας καὶ ἐμπορεύματα. xyxy=(8,1213,276,1277)
news-text-2c: ΑΘΗΝΑΙ 31.— Κατὰ πληροφορίας, σκέψις ἀναχωρημένη. xyxy=(940,442,1146,467)
doctor-condition: ΑΡΤΗΡΙΟΣΚΛΗΡΩΣΙΝ xyxy=(1303,1779,1443,1793)
doctor-conditions-list xyxy=(1165,1765,1581,1849)
text-kydonies: Καλοῦνται παρακλήσεως ὅλοι τὰ μέλη τοῦ Συλλόγου ὅπως προσέλθωσιν εἰς τὴν γενικὴν συνέλευσιν τὴν 2αν Αὐγούστου καὶ ὥραν 5 μ.μ. εἰς τὸ Γραφεῖον τῶν κ. Γρηγορίου Κουβάρδα. xyxy=(940,855,1146,932)
sign-kyzikos: Ἐκ τοῦ Συλλόγου xyxy=(996,1238,1090,1250)
text-latecomers: μὲς ἐλαχίστας ἡμέρας ἀκόμη ἔτι μίαν φορὰν εἰς τὸ ΣΙΝΕ ΑΟΡΖ (Στοὰ Κωνσταντινίδου) xyxy=(724,1286,930,1324)
ad-palios-text4: ἀναχωρεῖ τὴν 31 Ἰουλίου ἡμέραν Παρασκευὴν καὶ ὥραν 6ην μ.μ. διὰ Ἅγ. Ὄρος, Καβάλαν, Δεδεάγατς, Λήμνον, Μυτιλήνην, Χίον καὶ λιμένας Πελοποννήσου. xyxy=(8,917,276,968)
text-money-market: Ἐκ τῆς χρηματαγορᾶς παρετηρήθη καὶ σήμερον ἀρκετὴ κίνησις. Ἡ Ἀγγλικὴ λίρα ἤνοιξεν τὴν πρωΐαν εἰς τὰ 313, ἀνῆλθε 314, κατῆλθε 312 όπου καὶ ἔκλεισε τὴν μεσημβρίαν. Μετὰ μεσημβρίαν ἤνοιξεν εἰς τὰ 312,50 καὶ ἔκλεισε τὴν 7 μ. μ. εἰς τὰ 313,25. xyxy=(8,108,276,185)
text-goods-arrivals-2: Διὰ τοῦ «Βυζάντιον» εἰς Ἀλεξανδρείας 20 κὸν. μελιτζάνες, 23 κιβ. φράουλες, 36 κιβ. κρέας. Διὰ τοῦ «Μεβολη» 5 σάκοι καφὲ ἐκ Τεργέστης, διὰ τοῦ «Παλάσιο» 60 κοφ. φρούτα, 85 βαρ. πατατά, 309 κιβ. αὐγά, 10 βαρ. Ἐλαίων, 3 βαρ. χαβιάρ. xyxy=(288,381,494,471)
text-feast: Τὴν προσεχῆ Κυριακὴν 2αν Αὐγούστου ἑορτάζεται ἐν τῇ Ἁγίᾳ Θεοδώρᾳ ἡ πανηγυρικὴ τῆς Ἁγίας Θεοδώρας ἐν τῷ Ναῷ τῆς Θεοῦ Σοφίας, καὶ τὴν ὥραν 7.30 μ.μ. γενήσεται ἡ λιτανεία. xyxy=(1372,898,1586,962)
ad-panteli-agent: Α. ΧΑΜΠΟΥΡΗΣ Α.Ε. xyxy=(73,1284,211,1300)
news-col-2 xyxy=(940,212,1146,672)
ad-paper-t1: ΤΗΣ ΑΝΩΝΥΜΟΥ xyxy=(572,443,646,453)
text-coming-soon: Κατὰ γενικὴν ἐπιθυμίαν ἐπαναλαμβάνεται ἡ προβολὴ τῆς μεγαλειτέρας κινηματογραφικῆς ταινίας τοῦ αἰῶνος xyxy=(506,1191,712,1242)
kino-slogan: ΔΙΑ ΤΟΥΣ ΕΛΩΔΕΙΣ xyxy=(1286,1393,1460,1412)
hotel-owners: ΑΔΕΛΦΩΝ ΠΑΠΑΝΙΚΟΛΑΟΥ & Σια xyxy=(518,662,700,673)
taramades-addr: Ὁδὸς Βενιζέλου ἀρ. 54 (Στοὰ Παράδεισος). Σπεύσατε πρὶν ἐξαντληθῶσιν. xyxy=(506,1126,712,1164)
